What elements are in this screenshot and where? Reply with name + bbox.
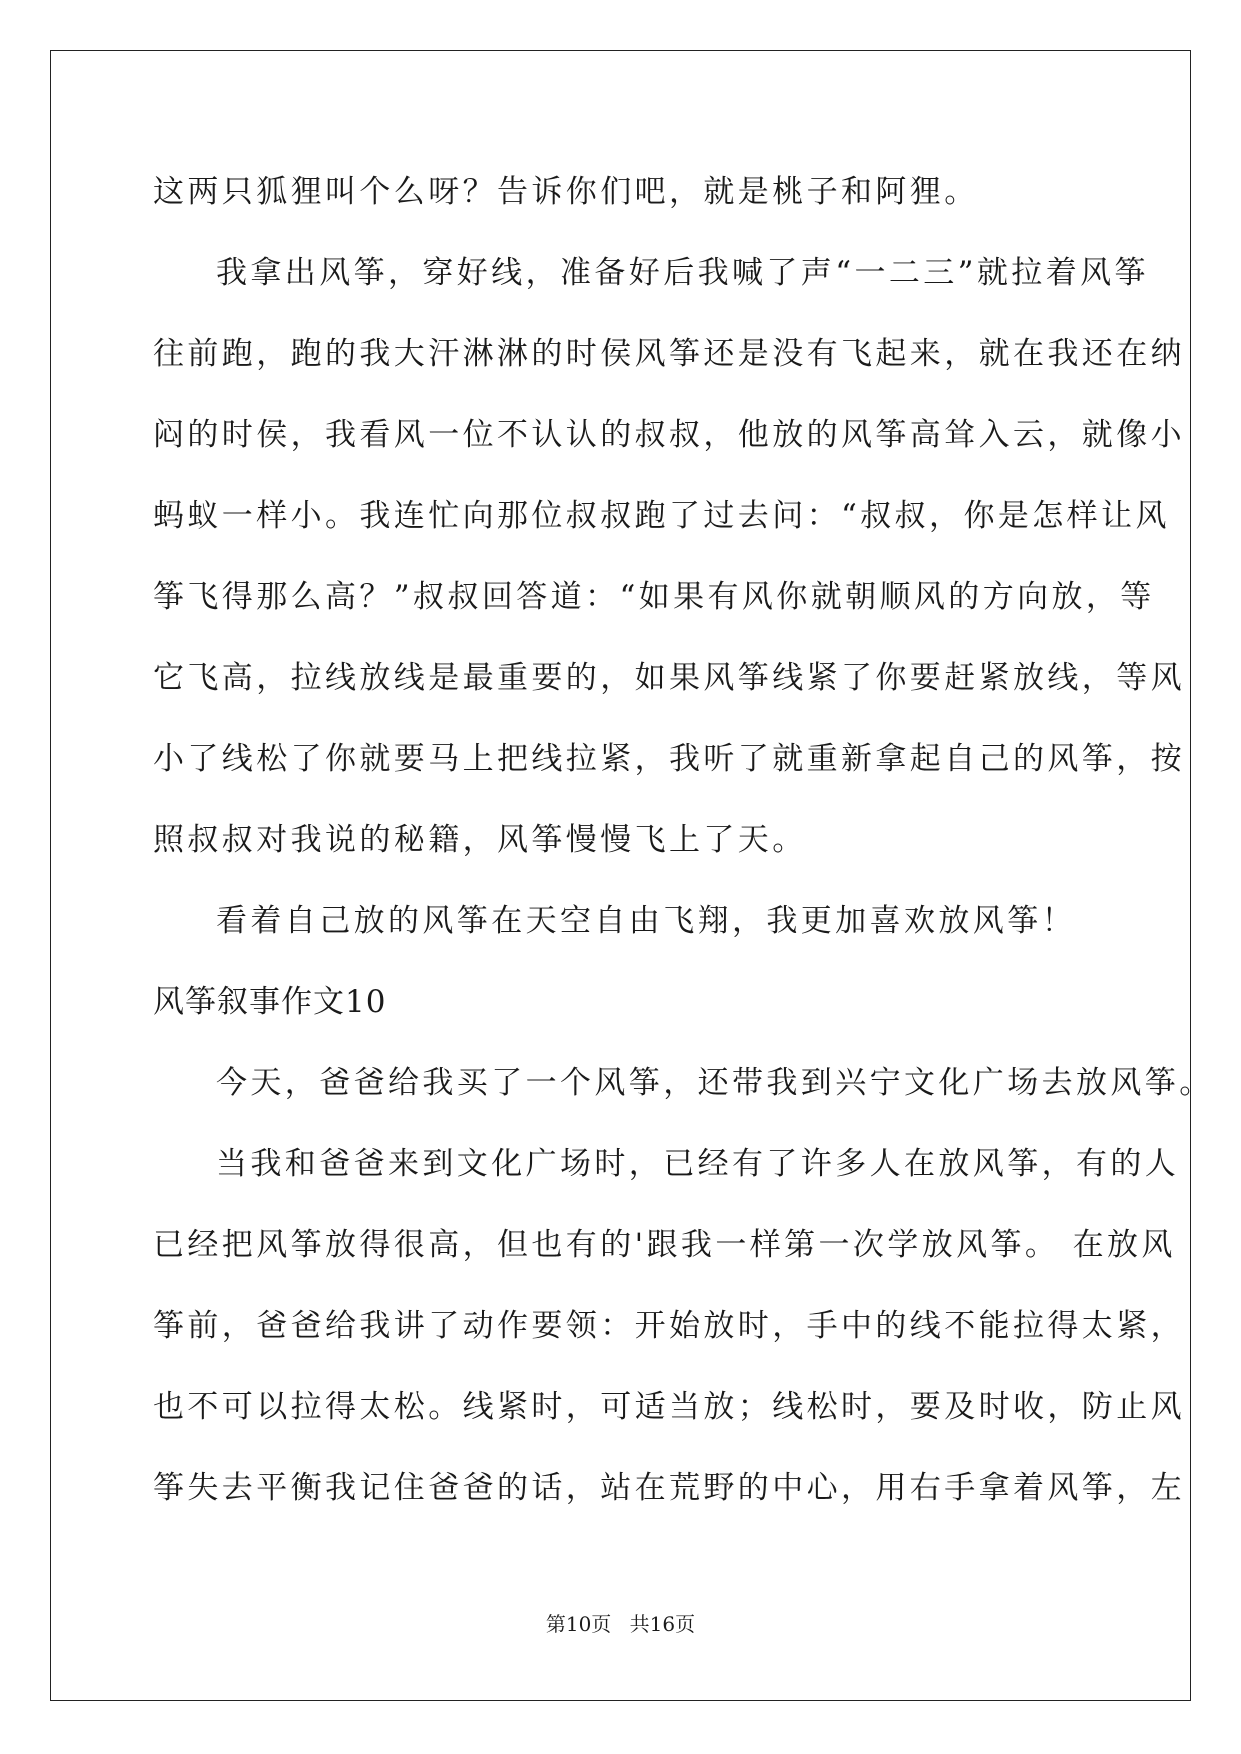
text-line: 这两只狐狸叫个么呀？告诉你们吧，就是桃子和阿狸。 (153, 174, 979, 210)
page-footer (0, 1612, 1241, 1636)
paragraph-start-line: 我拿出风筝，穿好线，准备好后我喊了声“一二三”就拉着风筝 (216, 255, 1149, 291)
text-line: 筝飞得那么高？”叔叔回答道：“如果有风你就朝顺风的方向放，等 (153, 579, 1155, 615)
page-total: 共16页 (629, 1612, 696, 1636)
text-line: 小了线松了你就要马上把线拉紧，我听了就重新拿起自己的风筝，按 (153, 741, 1185, 777)
text-line: 筝前，爸爸给我讲了动作要领：开始放时，手中的线不能拉得太紧， (153, 1308, 1185, 1344)
paragraph-start-line: 今天，爸爸给我买了一个风筝，还带我到兴宁文化广场去放风筝。 (216, 1065, 1214, 1101)
text-line: 照叔叔对我说的秘籍，风筝慢慢飞上了天。 (153, 822, 807, 858)
text-line: 蚂蚁一样小。我连忙向那位叔叔跑了过去问：“叔叔，你是怎样让风 (153, 498, 1170, 534)
paragraph-start-line: 当我和爸爸来到文化广场时，已经有了许多人在放风筝，有的人 (216, 1146, 1180, 1182)
page-number: 第10页 (545, 1612, 612, 1636)
text-line: 也不可以拉得太松。线紧时，可适当放；线松时，要及时收，防止风 (153, 1389, 1185, 1425)
text-line: 它飞高，拉线放线是最重要的，如果风筝线紧了你要赶紧放线，等风 (153, 660, 1185, 696)
text-line: 已经把风筝放得很高，但也有的'跟我一样第一次学放风筝。 在放风 (153, 1227, 1176, 1263)
text-line: 闷的时侯，我看风一位不认认的叔叔，他放的风筝高耸入云，就像小 (153, 417, 1185, 453)
section-heading: 风筝叙事作文10 (153, 984, 387, 1020)
paragraph-start-line: 看着自己放的风筝在天空自由飞翔，我更加喜欢放风筝！ (216, 903, 1076, 939)
text-line: 筝失去平衡我记住爸爸的话，站在荒野的中心，用右手拿着风筝，左 (153, 1470, 1185, 1506)
text-line: 往前跑，跑的我大汗淋淋的时侯风筝还是没有飞起来，就在我还在纳 (153, 336, 1185, 372)
page-border (50, 50, 1191, 1701)
